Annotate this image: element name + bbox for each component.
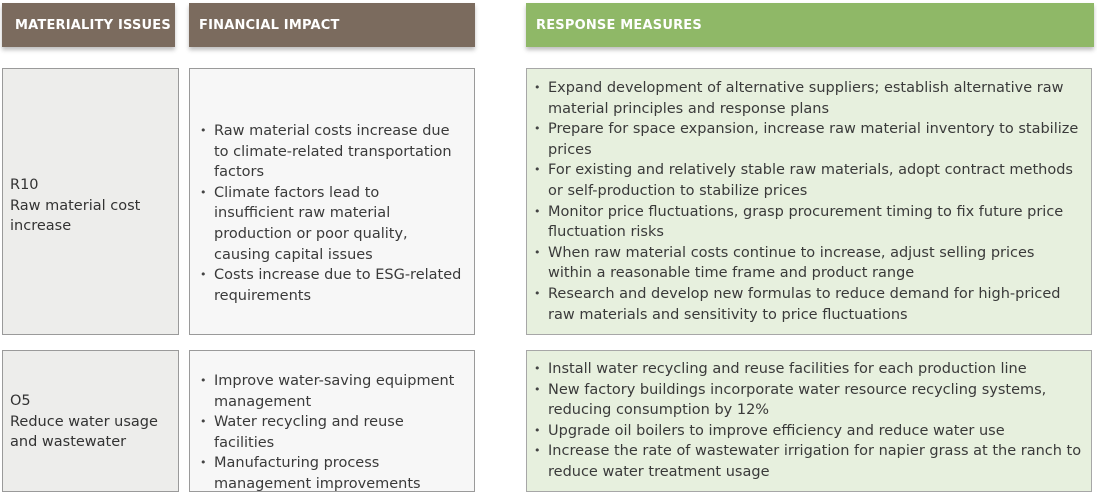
financial-list <box>200 371 464 495</box>
list-item: • Costs increase due to ESG-related requirements <box>200 265 462 306</box>
header-response-measures <box>526 3 1094 47</box>
issue-title: Reduce water usage and wastewater <box>10 413 158 450</box>
list-item: • Manufacturing process management improvements <box>200 453 464 494</box>
response-list <box>534 78 1082 325</box>
issue-code: O5 <box>10 393 31 409</box>
list-item: • Improve water-saving equipment management <box>200 371 464 412</box>
issue-cell-o5 <box>2 350 179 492</box>
list-item: • Expand development of alternative suppliers; establish alternative raw material principles and response plans <box>534 78 1082 119</box>
list-item: • New factory buildings incorporate water resource recycling systems, reducing consumption by 12% <box>534 380 1082 421</box>
list-item: • Upgrade oil boilers to improve efficiency and reduce water use <box>534 421 1082 442</box>
list-item: • For existing and relatively stable raw materials, adopt contract methods or self-production to stabilize prices <box>534 160 1082 201</box>
issue-title: Raw material cost increase <box>10 197 141 234</box>
header-financial-impact-label: FINANCIAL IMPACT <box>199 17 340 33</box>
list-item: • Increase the rate of wastewater irrigation for napier grass at the ranch to reduce water treatment usage <box>534 441 1082 482</box>
header-materiality-issues-label: MATERIALITY ISSUES <box>15 17 171 33</box>
header-materiality-issues <box>2 3 175 47</box>
list-item: • Climate factors lead to insufficient raw material production or poor quality, causing capital issues <box>200 183 462 265</box>
issue-cell-r10 <box>2 68 179 335</box>
header-financial-impact <box>189 3 475 47</box>
response-list <box>534 359 1082 483</box>
response-cell-o5 <box>526 350 1092 492</box>
list-item: • Water recycling and reuse facilities <box>200 412 464 453</box>
list-item: • Install water recycling and reuse facilities for each production line <box>534 359 1082 380</box>
list-item: • Prepare for space expansion, increase raw material inventory to stabilize prices <box>534 119 1082 160</box>
financial-list <box>200 121 462 306</box>
header-response-measures-label: RESPONSE MEASURES <box>536 17 702 33</box>
issue-code: R10 <box>10 177 39 193</box>
response-cell-r10 <box>526 68 1092 335</box>
financial-cell-o5 <box>189 350 475 492</box>
list-item: • Research and develop new formulas to reduce demand for high-priced raw materials and sensitivity to price fluctuations <box>534 284 1082 325</box>
list-item: • Raw material costs increase due to climate-related transportation factors <box>200 121 462 183</box>
list-item: • Monitor price fluctuations, grasp procurement timing to fix future price fluctuation risks <box>534 202 1082 243</box>
list-item: • When raw material costs continue to increase, adjust selling prices within a reasonable time frame and product range <box>534 243 1082 284</box>
financial-cell-r10 <box>189 68 475 335</box>
